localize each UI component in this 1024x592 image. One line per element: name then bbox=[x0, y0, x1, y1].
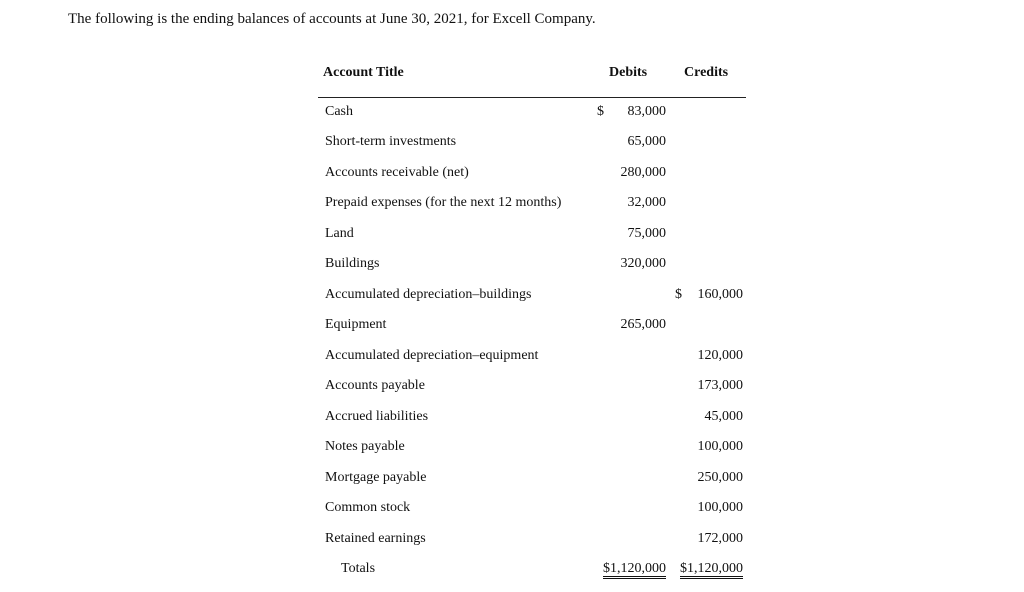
row-debit: 75,000 bbox=[627, 226, 666, 241]
table-row bbox=[0, 287, 1024, 317]
row-label: Equipment bbox=[325, 317, 387, 332]
table-row bbox=[0, 134, 1024, 164]
row-debit: 320,000 bbox=[620, 256, 666, 271]
row-label: Accounts receivable (net) bbox=[325, 165, 469, 180]
row-debit: 83,000 bbox=[627, 104, 666, 119]
row-label: Buildings bbox=[325, 256, 380, 271]
table-row bbox=[0, 500, 1024, 530]
intro-text: The following is the ending balances of accounts at June 30, 2021, for Excell Company. bbox=[68, 11, 596, 27]
table-row bbox=[0, 348, 1024, 378]
row-label: Accumulated depreciation–buildings bbox=[325, 287, 532, 302]
table-row bbox=[0, 104, 1024, 134]
row-credit: 120,000 bbox=[697, 348, 743, 363]
totals-label: Totals bbox=[341, 561, 376, 576]
row-credit: 160,000 bbox=[697, 287, 743, 302]
row-label: Short-term investments bbox=[325, 134, 457, 149]
table-row bbox=[0, 378, 1024, 408]
credit-currency-sign: $ bbox=[675, 287, 682, 302]
row-credit: 250,000 bbox=[697, 470, 743, 485]
totals-row bbox=[0, 561, 1024, 591]
header-account-title: Account Title bbox=[323, 65, 404, 80]
row-label: Prepaid expenses (for the next 12 months) bbox=[325, 195, 562, 210]
row-label: Mortgage payable bbox=[325, 470, 427, 485]
row-label: Notes payable bbox=[325, 439, 405, 454]
row-label: Accumulated depreciation–equipment bbox=[325, 348, 539, 363]
totals-debit: $1,120,000 bbox=[603, 561, 666, 579]
table-row bbox=[0, 531, 1024, 561]
table-row bbox=[0, 165, 1024, 195]
row-debit: 32,000 bbox=[627, 195, 666, 210]
row-credit: 100,000 bbox=[697, 439, 743, 454]
header-rule bbox=[318, 97, 746, 98]
row-label: Land bbox=[325, 226, 354, 241]
row-credit: 100,000 bbox=[697, 500, 743, 515]
row-label: Common stock bbox=[325, 500, 411, 515]
row-credit: 173,000 bbox=[697, 378, 743, 393]
row-debit: 265,000 bbox=[620, 317, 666, 332]
row-label: Cash bbox=[325, 104, 353, 119]
header-debits: Debits bbox=[609, 65, 648, 80]
table-row bbox=[0, 195, 1024, 225]
debit-currency-sign: $ bbox=[597, 104, 604, 119]
table-row bbox=[0, 317, 1024, 347]
row-label: Accrued liabilities bbox=[325, 409, 429, 424]
row-debit: 65,000 bbox=[627, 134, 666, 149]
row-label: Retained earnings bbox=[325, 531, 426, 546]
table-row bbox=[0, 470, 1024, 500]
totals-credit: $1,120,000 bbox=[680, 561, 743, 579]
row-label: Accounts payable bbox=[325, 378, 425, 393]
row-debit: 280,000 bbox=[620, 165, 666, 180]
row-credit: 172,000 bbox=[697, 531, 743, 546]
table-row bbox=[0, 256, 1024, 286]
table-row bbox=[0, 226, 1024, 256]
row-credit: 45,000 bbox=[704, 409, 743, 424]
table-row bbox=[0, 439, 1024, 469]
table-row bbox=[0, 409, 1024, 439]
header-credits: Credits bbox=[684, 65, 729, 80]
